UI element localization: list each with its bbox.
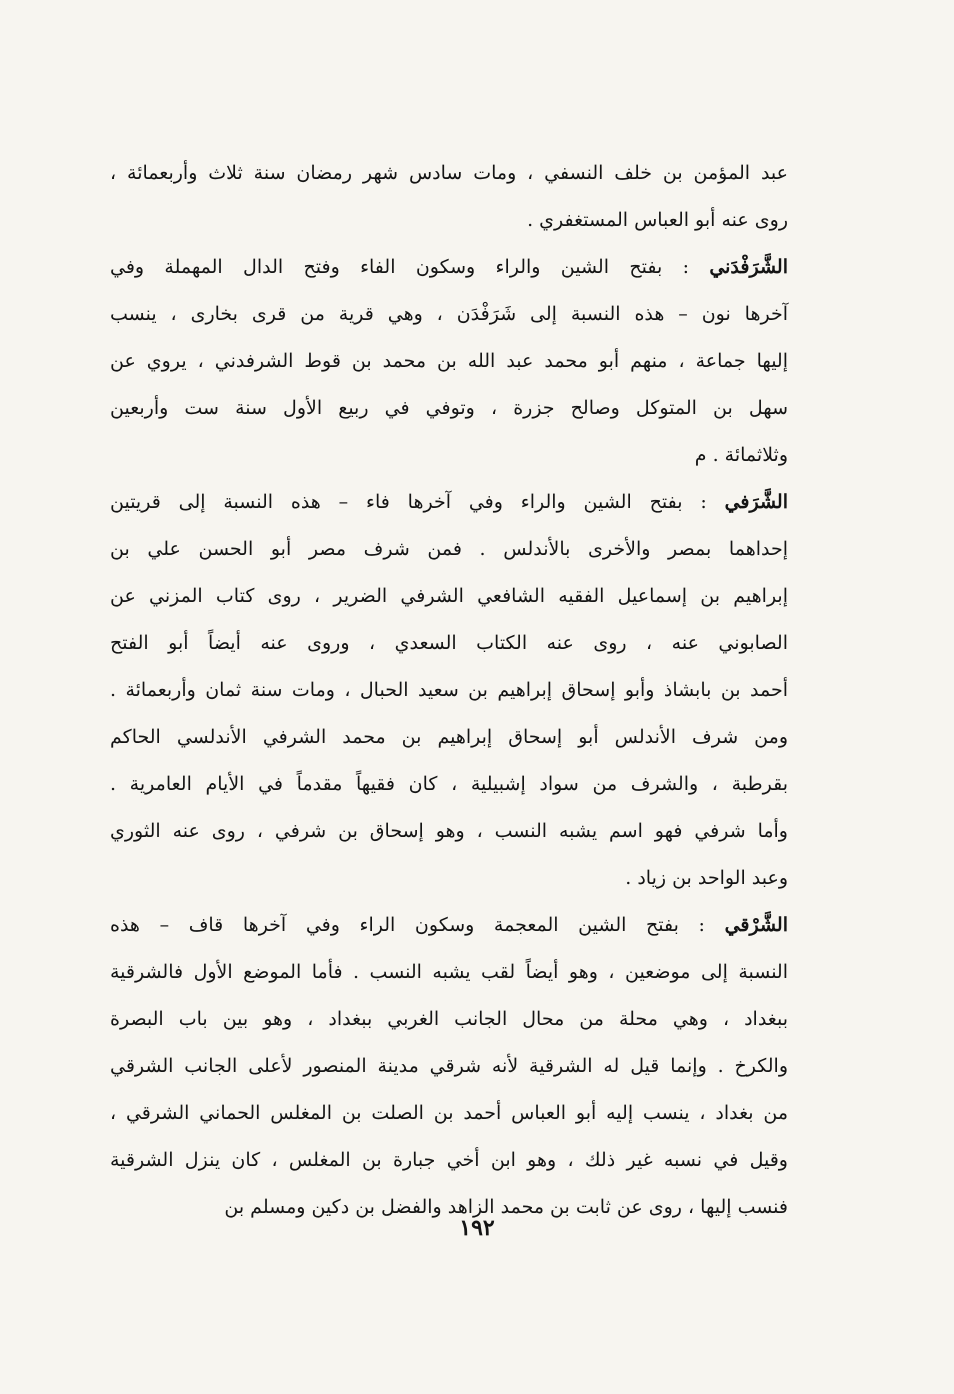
- line-text: إليها جماعة ، منهم أبو محمد عبد الله بن محمد بن قوط الشرفدني ، يروي عن: [110, 350, 788, 372]
- line-text: وأما شرفي فهو اسم يشبه النسب ، وهو إسحاق بن شرفي ، روى عنه الثوري: [110, 820, 788, 842]
- line-text: إبراهيم بن إسماعيل الفقيه الشافعي الشرفي الضرير ، روى كتاب المزني عن: [110, 585, 788, 607]
- text-line: [110, 996, 788, 1043]
- paragraph: [110, 902, 788, 1231]
- text-line: [110, 808, 788, 855]
- line-text: فنسب إليها ، روى عن ثابت بن محمد الزاهد والفضل بن دكين ومسلم بن: [224, 1196, 788, 1218]
- entry-headword: الشَّرَفي: [724, 491, 788, 513]
- text-line: [110, 855, 788, 902]
- line-text: الصابوني عنه ، روى عنه الكتاب السعدي ، وروى عنه أيضاً أبو الفتح: [110, 632, 788, 654]
- text-line: [110, 761, 788, 808]
- line-text: ببغداد ، وهي محلة من محال الجانب الغربي ببغداد ، وهو بين باب البصرة: [110, 1008, 788, 1030]
- line-text: وقيل في نسبه غير ذلك ، وهو ابن أخي جبارة بن المغلس ، كان ينزل الشرقية: [110, 1149, 788, 1171]
- paragraph: [110, 479, 788, 902]
- text-line: [110, 949, 788, 996]
- entry-headword: الشَّرَفْدَني: [709, 256, 788, 278]
- text-line: [110, 573, 788, 620]
- text-line: [110, 150, 788, 197]
- line-text: سهل بن المتوكل وصالح جزرة ، وتوفي في ربيع الأول سنة ست وأربعين: [110, 397, 788, 419]
- line-text: : بفتح الشين والراء وسكون الفاء وفتح الدال المهملة وفي: [110, 256, 710, 278]
- text-line: [110, 291, 788, 338]
- text-line: [110, 479, 788, 526]
- text-line: [110, 432, 788, 479]
- text-line: [110, 197, 788, 244]
- text-line: [110, 244, 788, 291]
- line-text: : بفتح الشين المعجمة وسكون الراء وفي آخرها قاف – هذه: [110, 914, 725, 936]
- line-text: أحمد بن بابشاذ وأبو إسحاق إبراهيم بن سعيد الحبال ، ومات سنة ثمان وأربعمائة .: [110, 679, 788, 701]
- line-text: والكرخ . وإنما قيل له الشرقية لأنه شرقي مدينة المنصور لأعلى الجانب الشرقي: [110, 1055, 788, 1077]
- page-body: [110, 150, 788, 1231]
- line-text: وعبد الواحد بن زياد .: [625, 867, 788, 889]
- text-line: [110, 1043, 788, 1090]
- line-text: من بغداد ، ينسب إليه أبو العباس أحمد بن الصلت بن المغلس الحماني الشرقي ،: [110, 1102, 788, 1124]
- line-text: روى عنه أبو العباس المستغفري .: [527, 209, 788, 231]
- text-line: [110, 385, 788, 432]
- text-line: [110, 1137, 788, 1184]
- line-text: بقرطبة ، والشرف من سواد إشبيلية ، كان فقيهاً مقدماً في الأيام العامرية .: [110, 773, 788, 795]
- text-line: [110, 526, 788, 573]
- line-text: عبد المؤمن بن خلف النسفي ، ومات سادس شهر رمضان سنة ثلاث وأربعمائة ،: [110, 162, 788, 184]
- entry-headword: الشَّرْقي: [724, 914, 788, 936]
- text-line: [110, 902, 788, 949]
- line-text: آخرها نون – هذه النسبة إلى شَرَفْدَن ، وهي قرية من قرى بخارى ، ينسب: [110, 303, 788, 325]
- text-line: [110, 1090, 788, 1137]
- line-text: إحداهما بمصر والأخرى بالأندلس . فمن شرف مصر أبو الحسن علي بن: [110, 538, 788, 560]
- text-line: [110, 667, 788, 714]
- line-text: وثلاثمائة . م: [694, 444, 788, 466]
- text-line: [110, 338, 788, 385]
- text-line: [110, 620, 788, 667]
- text-line: [110, 714, 788, 761]
- paragraph: [110, 244, 788, 479]
- paragraph: [110, 150, 788, 244]
- line-text: : بفتح الشين والراء وفي آخرها فاء – هذه النسبة إلى قريتين: [110, 491, 725, 513]
- line-text: ومن شرف الأندلس أبو إسحاق إبراهيم بن محمد الشرفي الأندلسي الحاكم: [110, 726, 788, 748]
- line-text: النسبة إلى موضعين ، وهو أيضاً لقب يشبه النسب . فأما الموضع الأول فالشرقية: [110, 961, 788, 983]
- page-number: ١٩٢: [459, 1215, 495, 1241]
